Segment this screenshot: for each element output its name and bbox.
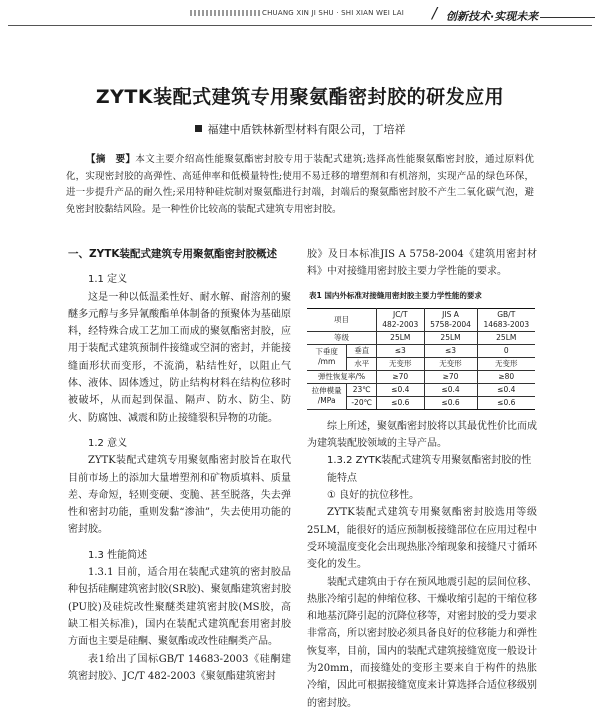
header-std3: GB/T 14683-2003 xyxy=(477,308,535,331)
table-caption: 表1 国内外标准对接缝用密封胶主要力学性能的要求 xyxy=(309,290,482,300)
paragraph-1-3-1: 1.3.1 目前，适合用在装配式建筑的密封胶品种包括硅酮建筑密封胶(SR胶)、聚氨酯建筑密封胶(PU胶)及硅烷改性聚醚类建筑密封胶(MS胶，高缺工相关标准)，国内在装配式建筑配套用密封胶方面也主要是硅酮、聚氨酯或改性硅酮类产品。 xyxy=(68,567,291,648)
subsection-heading-1-2: 1.2 意义 xyxy=(88,437,128,449)
abstract-label: 【摘 要】 xyxy=(86,154,136,165)
bullet-point-1: ① 良好的抗位移性。 xyxy=(327,490,420,502)
column-title: 创新技术·实现未来 xyxy=(446,10,539,23)
abstract xyxy=(66,152,534,218)
author-line xyxy=(0,121,600,137)
section-heading-1: 一、ZYTK装配式建筑专用聚氨酯密封胶概述 xyxy=(68,248,278,260)
header-rule xyxy=(8,25,592,26)
author-affiliation: 福建中盾铁林新型材料有限公司，丁培祥 xyxy=(207,123,406,136)
header-std1: JC/T 482-2003 xyxy=(377,308,424,331)
abstract-text: 本文主要介绍高性能聚氨酯密封胶专用于装配式建筑;选择高性能聚氨酯密封胶，通过原料优化，实现密封胶的高弹性、高延伸率和低模量特性;使用不易迁移的增塑剂和有机溶剂，实现产品的绿色环保，进一步提升产品的耐久性;采用特种硅烷制对聚氨酯进行封端，封端后的聚氨酯密封胶不产生二氧化碳气泡，避免密封胶黏结风险。是一种性价比较高的装配式建筑专用密封胶。 xyxy=(66,154,534,215)
table-header-row xyxy=(307,308,535,331)
paragraph-displacement: ZYTK装配式建筑专用聚氨酯密封胶选用等级25LM，能很好的适应预制板接缝部位在应用过程中受环境温度变化会出现热胀冷缩现象和接缝尺寸循环变化的发生。 xyxy=(307,507,537,571)
square-bullet-icon xyxy=(195,125,202,132)
paragraph-table-intro: 表1给出了国标GB/T 14683-2003《硅酮建筑密封胶》、JC/T 482-2003《聚氨酯建筑密封 xyxy=(68,653,291,682)
header-short-rule xyxy=(540,17,595,18)
table-row-sag-horizontal: 水平 无变形 无变形 无变形 xyxy=(307,357,535,370)
paragraph-definition: 这是一种以低温柔性好、耐水解、耐溶剂的聚醚多元醇与多异氰酸酯单体制备的预聚体为基础原料，经特殊合成工艺加工而成的聚氨酯密封胶，应用于装配式建筑预制件接缝或空洞的密封，并能接缝面形状而变形，不流淌，粘结性好，以阻止气体、液体、固体透过，防止结构材料在结构位移时被破坏，从而起到保温、隔声、防水、防尘、防火、防腐蚀、减震和防止接缝裂积异物的功能。 xyxy=(68,291,291,424)
header-pinyin: CHUANG XIN JI SHU · SHI XIAN WEI LAI xyxy=(262,9,404,17)
standards-table xyxy=(307,308,535,410)
header-decoration xyxy=(190,10,260,16)
header-item-cell: 项目 xyxy=(307,308,377,331)
header-slash-mark: / xyxy=(432,4,438,22)
article-title: ZYTK装配式建筑专用聚氨酯密封胶的研发应用 xyxy=(95,86,505,108)
table-row-modulus-23: 拉伸模量 /MPa 23℃ ≤0.4 ≤0.4 ≤0.4 xyxy=(307,383,535,396)
left-column xyxy=(68,246,291,685)
table-row-grade: 等级 25LM 25LM 25LM xyxy=(307,331,535,344)
table-row-sag-vertical: 下垂度 /mm 垂直 ≤3 ≤3 0 xyxy=(307,344,535,357)
paragraph-significance: ZYTK装配式建筑专用聚氨酯密封胶旨在取代目前市场上的添加大量增塑剂和矿物质填料、质量差、寿命短，轻则变硬、变脆、甚至脱落，失去弹性和密封功能，重则发黏“渗油”，失去使用功能的密封胶。 xyxy=(68,455,291,536)
paragraph-summary: 综上所述，聚氨酯密封胶将以其最优性价比而成为建筑装配胶领域的主导产品。 xyxy=(307,420,537,450)
subsection-heading-1-3: 1.3 性能简述 xyxy=(88,549,148,561)
paragraph-continued: 胶》及日本标准JIS A 5758-2004《建筑用密封材料》中对接缝用密封胶主要力学性能的要求。 xyxy=(307,249,537,278)
subsection-heading-1-3-2: 1.3.2 ZYTK装配式建筑专用聚氨酯密封胶的性能特点 xyxy=(327,455,532,484)
running-header xyxy=(0,0,600,26)
header-std2: JIS A 5758-2004 xyxy=(424,308,477,331)
subsection-heading-1-1: 1.1 定义 xyxy=(88,274,128,286)
right-column xyxy=(307,246,537,712)
paragraph-joint-width: 装配式建筑由于存在预风地震引起的层间位移、热胀冷缩引起的伸缩位移、干燥收缩引起的干缩位移和地基沉降引起的沉降位移等，对密封胶的受力要求非常高，所以密封胶必须具备良好的位移能力和弹性恢复率，目前，国内的装配式建筑接缝宽度一般设计为20mm，而接缝处的变形主要来自于构件的热胀冷缩，因此可根据接缝宽度来计算选择合适位移级别的密封胶。 xyxy=(307,576,537,709)
table-row-modulus-minus20: -20℃ ≤0.6 ≤0.6 ≤0.6 xyxy=(307,396,535,409)
table-row-recovery: 弹性恢复率/% ≥70 ≥70 ≥80 xyxy=(307,370,535,383)
